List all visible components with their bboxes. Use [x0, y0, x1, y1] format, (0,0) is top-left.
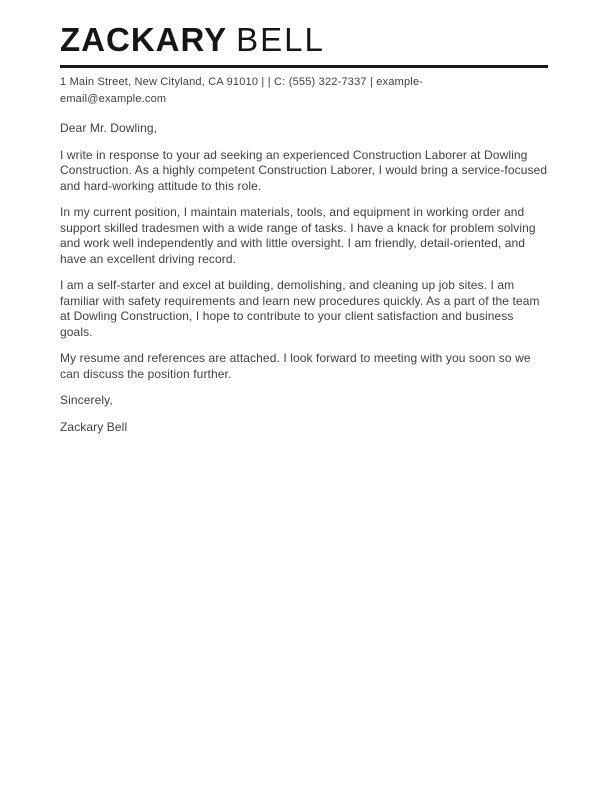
letter-content — [60, 22, 548, 446]
contact-info — [60, 74, 548, 108]
letterhead — [60, 22, 548, 108]
contact-line-1: 1 Main Street, New Cityland, CA 91010 | | C: (555) 322-7337 | example- — [60, 76, 424, 88]
candidate-name — [60, 22, 548, 58]
salutation: Dear Mr. Dowling, — [60, 121, 158, 135]
letter-body — [60, 121, 548, 435]
candidate-last-name: BELL — [236, 21, 325, 58]
signature: Zackary Bell — [60, 419, 128, 434]
body-paragraph-1: I write in response to your ad seeking an experienced Construction Laborer at Dowling Construction. As a highly competent Construction Laborer, I would bring a service-focused and hard-working attitude to this role. — [60, 147, 548, 193]
candidate-first-name: ZACKARY — [60, 21, 228, 58]
body-paragraph-4: My resume and references are attached. I look forward to meeting with you soon so we can discuss the position further. — [60, 351, 531, 381]
divider-rule — [60, 65, 548, 68]
body-paragraph-2: In my current position, I maintain materials, tools, and equipment in working order and support skilled tradesmen with a wide range of tasks. I have a knack for problem solving and work well independently and with little oversight. I am friendly, detail-oriented, and have an excellent driving record. — [60, 205, 536, 266]
contact-line-2: email@example.com — [60, 93, 167, 105]
closing: Sincerely, — [60, 393, 113, 407]
body-paragraph-3: I am a self-starter and excel at building, demolishing, and cleaning up job sites. I am familiar with safety requirements and learn new procedures quickly. As a part of the team at Dowling Construction, I hope to contribute to your client satisfaction and business goals. — [60, 278, 540, 339]
